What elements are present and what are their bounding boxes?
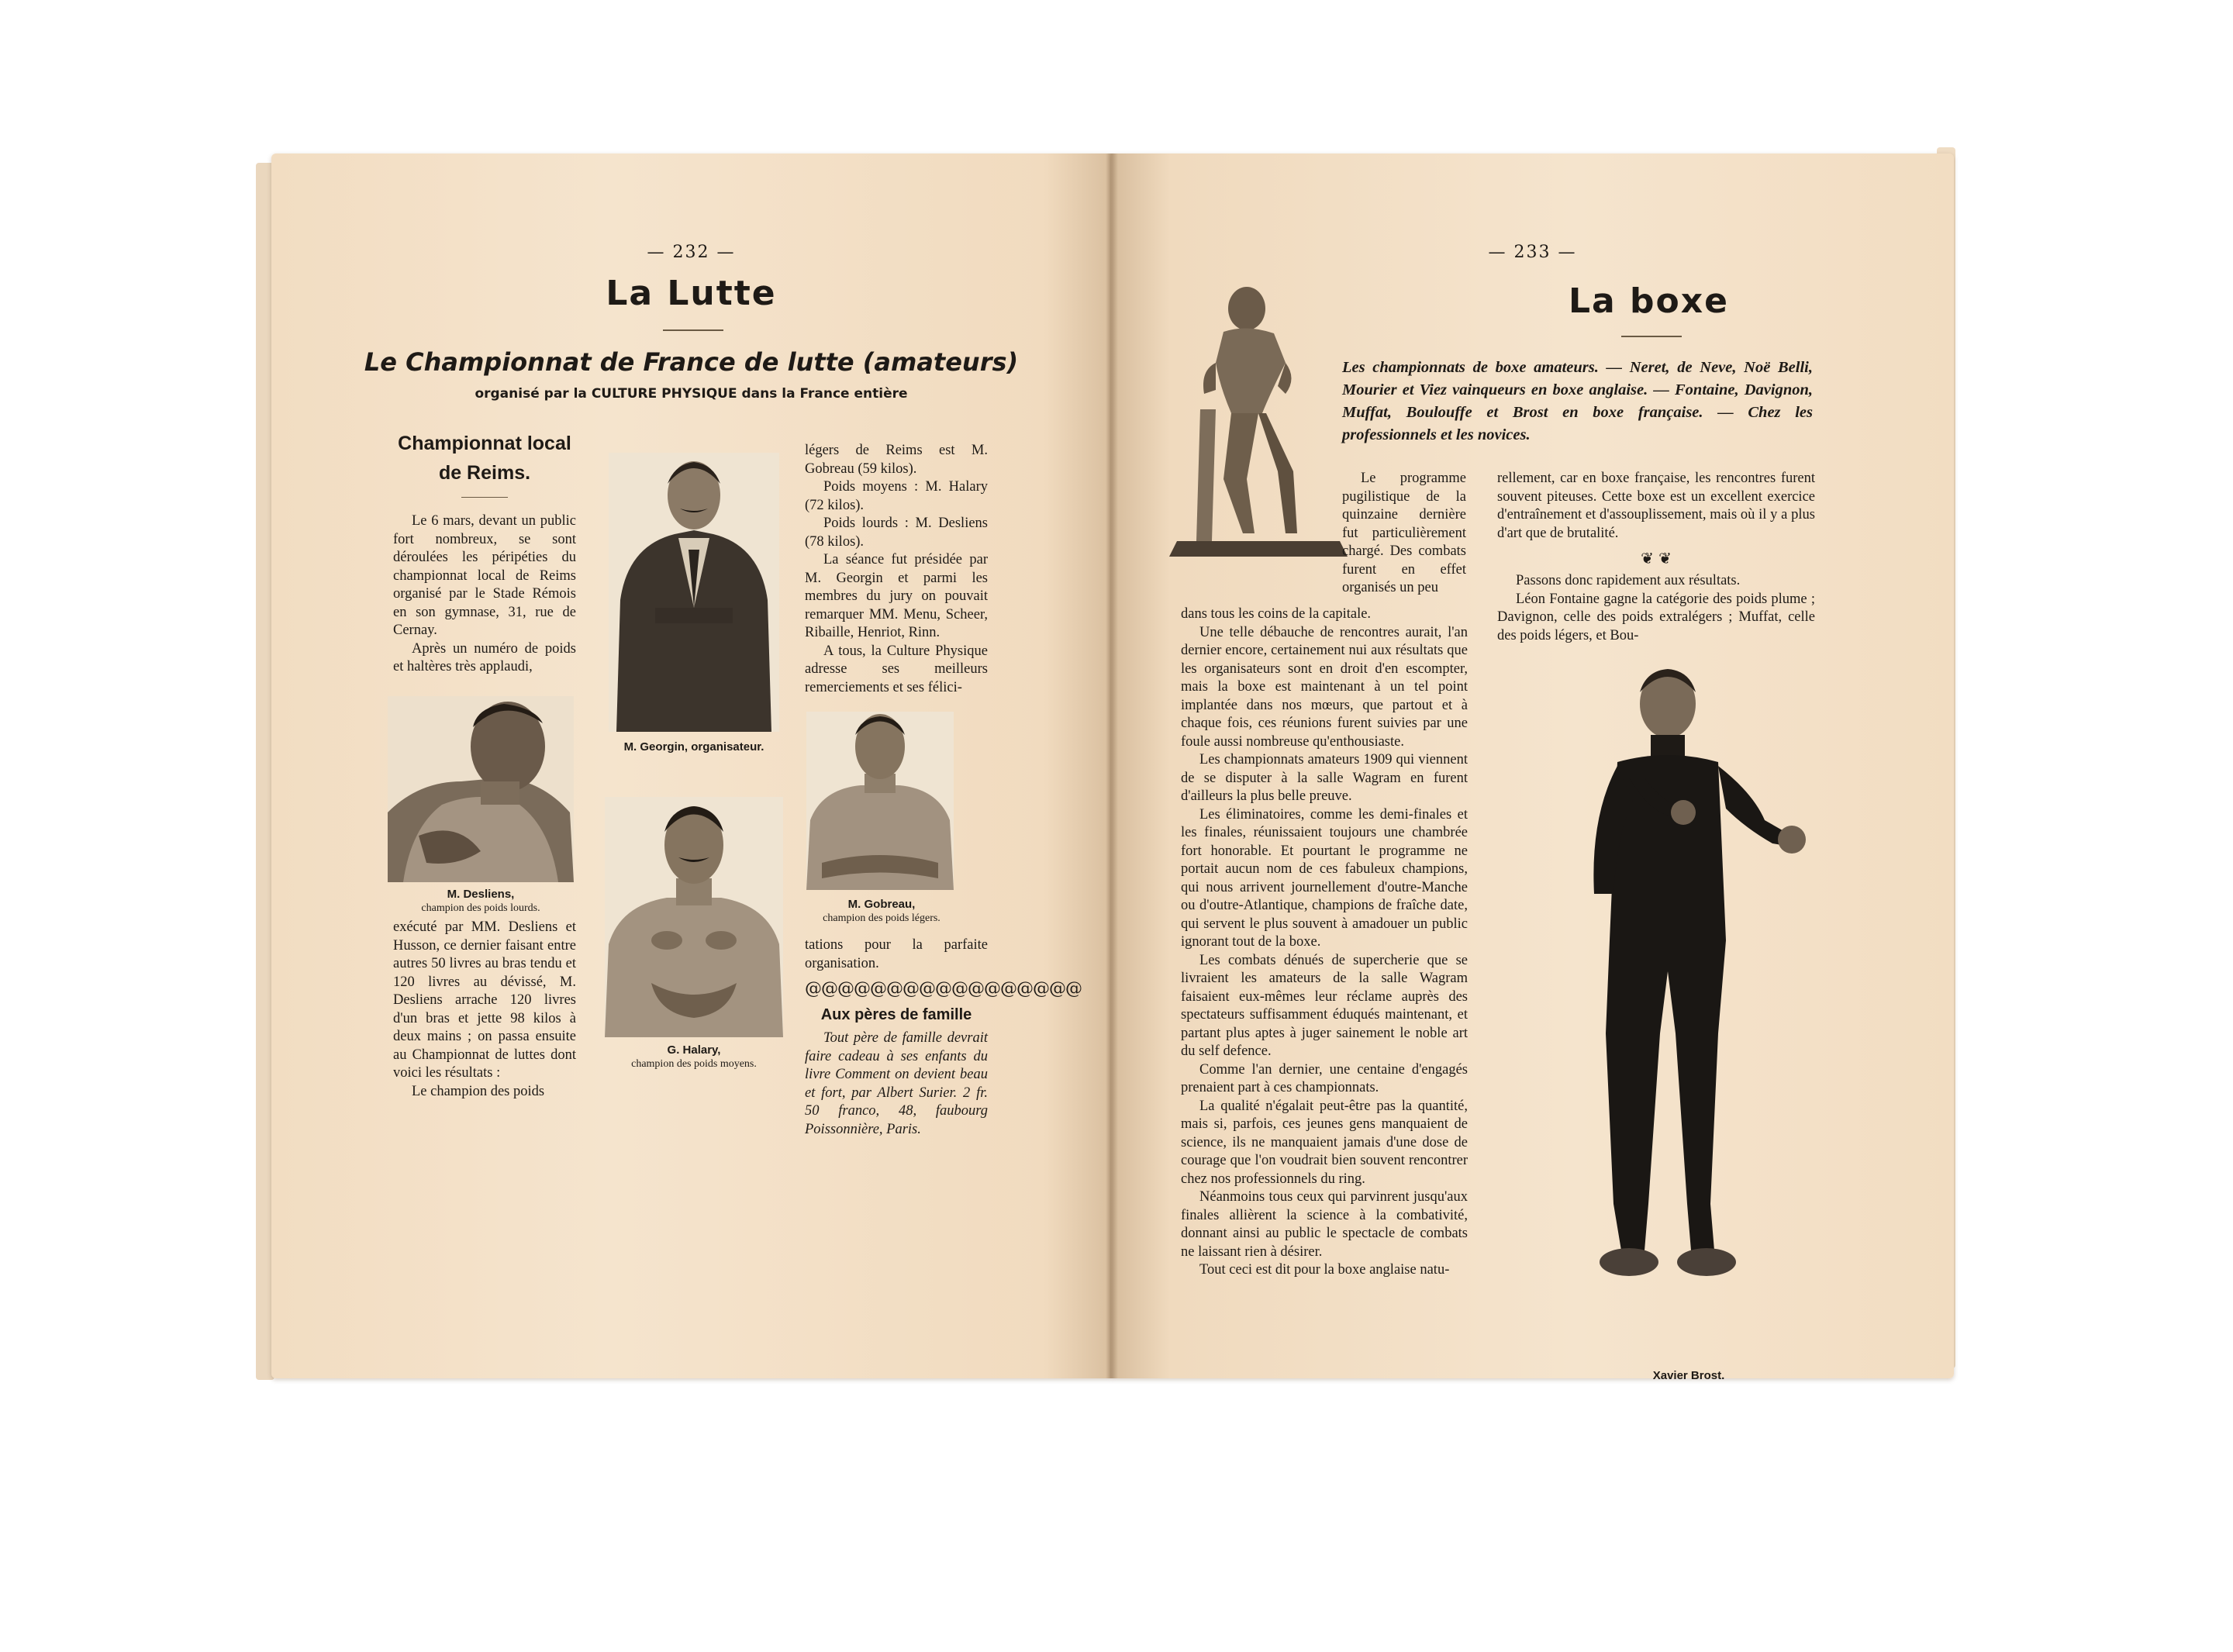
paragraph: Les éliminatoires, comme les demi-finales et les finales, réunissaient toujours une chambrée fort honorable. Et pourtant le programme ne portait aucun nom de ces fabuleux champions, qui nous arrivent journellement d'outre-Manche ou d'outre-Atlantique, champions de fraîche date, qui servent le plus souvent à amadouer un public ignorant tout de la boxe.	[1181, 806, 1468, 950]
caption-name: G. Halary,	[667, 1043, 721, 1057]
col2-after-text	[1497, 572, 1815, 645]
col1-wrap-text	[1342, 470, 1466, 598]
caption-halary	[597, 1043, 791, 1071]
col1-top-text	[393, 512, 576, 677]
paragraph: Les combats dénués de supercherie que se livraient les amateurs de la salle Wagram faisaient eux-mêmes leur réclame auprès des spectateurs suffisamment éduqués maintenant, et partant plus aptes à juger sainement le noble art du self defence.	[1181, 952, 1468, 1059]
paragraph: Le 6 mars, devant un public fort nombreux, se sont déroulées les péripéties du championnat local de Reims organisé par le Stade Rémois en son gymnase, 31, rue de Cernay.	[393, 513, 576, 638]
col2-top-text	[1497, 470, 1815, 543]
section-heading-reims: Championnat local de Reims.	[398, 433, 571, 484]
paragraph: Tout père de famille devrait faire cadeau à ses enfants du livre Comment on devient beau et fort, par Albert Surier. 2 fr. 50 franco, 48, faubourg Poissonnière, Paris.	[805, 1030, 988, 1137]
caption-name: Xavier Brost.	[1652, 1369, 1725, 1382]
paragraph: Comme l'an dernier, une centaine d'engagés prenaient part à ces championnats.	[1181, 1061, 1468, 1095]
photo-gobreau	[806, 712, 954, 890]
book-gutter	[1106, 153, 1118, 1378]
paragraph: A tous, la Culture Physique adresse ses meilleurs remerciements et ses félici-	[805, 643, 988, 695]
caption-name: M. Gobreau,	[847, 898, 916, 911]
caption-desliens	[380, 888, 582, 915]
photo-desliens	[388, 696, 574, 882]
page-title-left: La Lutte	[606, 274, 777, 313]
paragraph: rellement, car en boxe française, les rencontres furent souvent piteuses. Cette boxe est un excellent exercice d'entraînement et d'assouplissement, mais où il y a plus d'art que de brutalité.	[1497, 471, 1815, 541]
col3-bottom-text	[805, 936, 988, 973]
paragraph: La séance fut présidée par M. Georgin et parmi les membres du jury on pouvait remarquer MM. Menu, Scheer, Ribaille, Henriot, Rinn.	[805, 552, 988, 640]
paragraph: Le programme pugilistique de la quinzaine dernière fut particulièrement chargé. Des combats furent en effet organisés un peu	[1342, 471, 1466, 595]
caption-name: M. Desliens,	[447, 888, 515, 901]
col1-text	[1181, 605, 1468, 1280]
paragraph: Tout ceci est dit pour la boxe anglaise natu-	[1199, 1262, 1450, 1278]
paragraph: Léon Fontaine gagne la catégorie des poids plume ; Davignon, celle des poids extralégers ; Muffat, celle des poids légers, et Bou-	[1497, 591, 1815, 643]
caption-role: champion des poids lourds.	[421, 902, 540, 914]
photo-xavier-brost	[1559, 661, 1815, 1359]
article-lede: Les championnats de boxe amateurs. — Neret, de Neve, Noë Belli, Mourier et Viez vainqueurs en boxe anglaise. — Fontaine, Davignon, Muffat, Boulouffe et Brost en boxe française. — Chez les professionnels et les novices.	[1342, 359, 1813, 443]
box-text	[805, 1029, 988, 1139]
paragraph: Les championnats amateurs 1909 qui viennent de se disputer à la salle Wagram en furent d'ailleurs la plus belle preuve.	[1181, 752, 1468, 804]
paragraph: Poids lourds : M. Desliens (78 kilos).	[805, 516, 988, 550]
open-magazine	[256, 140, 1954, 1395]
paragraph: Après un numéro de poids et haltères très applaudi,	[393, 640, 576, 674]
page-number-right: — 233 —	[1488, 243, 1577, 262]
col1-bottom-text	[393, 919, 576, 1101]
paragraph: Le champion des poids	[412, 1083, 545, 1099]
photo-halary	[605, 797, 783, 1037]
paragraph: Néanmoins tous ceux qui parvinrent jusqu'aux finales allièrent la science à la combativité, donnant ainsi au public le spectacle de combats ne laissant rien à désirer.	[1181, 1189, 1468, 1260]
right-page	[1111, 153, 1954, 1382]
caption-role: champion des poids légers.	[823, 912, 940, 924]
article-subline: organisé par la CULTURE PHYSIQUE dans la France entière	[475, 386, 908, 402]
paragraph: La qualité n'égalait peut-être pas la quantité, mais si, parfois, ces jeunes gens manquaient de science, ils ne manquaient jamais d'une dose de courage que l'on voudrait bien souvent rencontrer chez nos professionnels du ring.	[1181, 1098, 1468, 1187]
article-subtitle: Le Championnat de France de lutte (amateurs)	[364, 347, 1019, 377]
caption-georgin	[601, 740, 787, 754]
paragraph: dans tous les coins de la capitale.	[1181, 606, 1372, 622]
fleuron-divider: ❦ ❦	[1641, 549, 1672, 567]
section-rule	[461, 497, 508, 498]
left-page	[271, 153, 1111, 1378]
col3-top-text	[805, 442, 988, 697]
page-number-left: — 232 —	[647, 243, 736, 262]
paragraph: tations pour la parfaite organisation.	[805, 937, 988, 971]
box-heading: Aux pères de famille	[820, 1006, 972, 1023]
photo-georgin	[609, 453, 779, 732]
caption-name: M. Georgin, organisateur.	[623, 740, 764, 754]
paragraph: Une telle débauche de rencontres aurait, l'an dernier encore, certainement nui aux résultats que les organisateurs sont en droit d'en escompter, mais la boxe est maintenant à un tel point implantée dans nos mœurs, que partout et à chaque fois, ces réunions furent suivies par une foule aussi nombreuse qu'enthousiaste.	[1181, 624, 1468, 750]
statue-illustration	[1169, 278, 1363, 572]
caption-brost	[1561, 1369, 1817, 1383]
caption-gobreau	[792, 898, 971, 925]
page-title-right: La boxe	[1569, 281, 1729, 321]
caption-role: champion des poids moyens.	[631, 1058, 757, 1070]
ornament-divider: @@@@@@@@@@@@@@@@@	[805, 979, 1082, 998]
paragraph: exécuté par MM. Desliens et Husson, ce dernier faisant entre autres 50 livres au bras tendu et 120 livres au dévissé, M. Desliens arrache 120 livres d'un bras et jette 98 kilos à deux mains ; on passa ensuite au Championnat de luttes dont voici les résultats :	[393, 919, 576, 1081]
paragraph: Poids moyens : M. Halary (72 kilos).	[805, 479, 988, 513]
paragraph: Passons donc rapidement aux résultats.	[1516, 573, 1741, 588]
paragraph: légers de Reims est M. Gobreau (59 kilos).	[805, 443, 988, 477]
title-rule-right	[1621, 336, 1682, 337]
title-rule-left	[663, 329, 723, 331]
